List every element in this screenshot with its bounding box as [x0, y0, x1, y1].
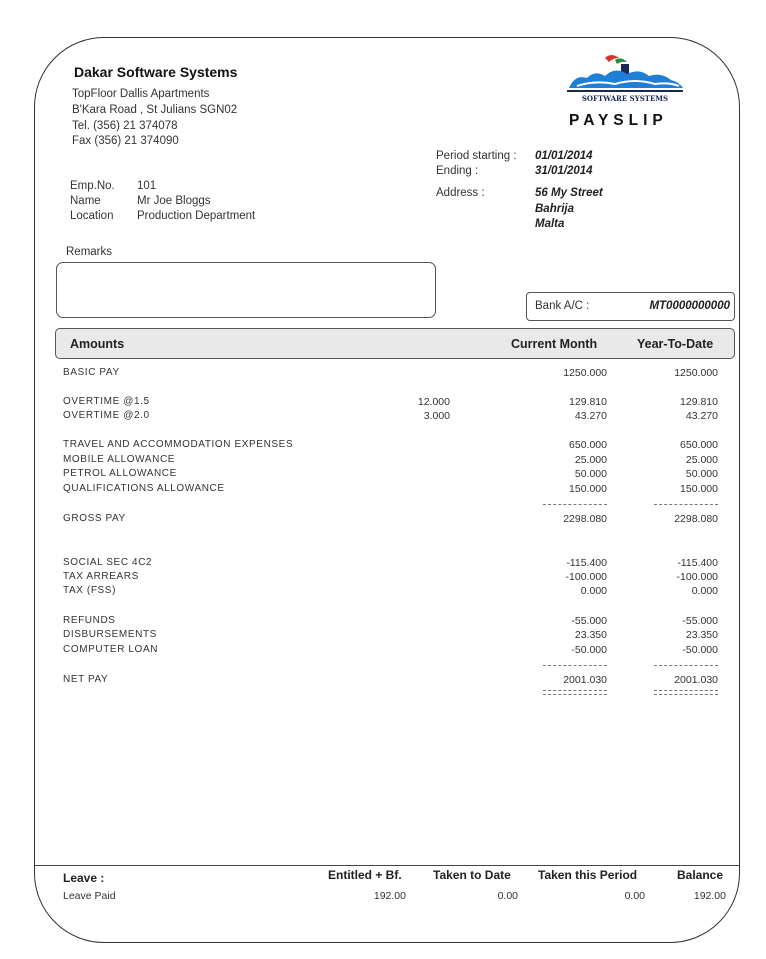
company-tel: Tel. (356) 21 374078 — [72, 120, 178, 132]
row-current-month: 23.350 — [574, 629, 607, 641]
leave-taken-to-date-value: 0.00 — [497, 890, 518, 902]
row-label: TAX (FSS) — [63, 585, 116, 596]
row-quantity: 12.000 — [417, 396, 450, 408]
row-label: MOBILE ALLOWANCE — [63, 454, 176, 465]
period-ending-label: Ending : — [436, 165, 479, 177]
row-label: PETROL ALLOWANCE — [63, 468, 177, 479]
row-current-month: -115.400 — [566, 557, 607, 569]
address-line1: 56 My Street — [535, 187, 603, 199]
row-ytd: 43.270 — [685, 410, 718, 422]
leave-entitled-header: Entitled + Bf. — [328, 868, 402, 882]
payslip-title: PAYSLIP — [569, 112, 668, 129]
row-current-month: 25.000 — [574, 454, 607, 466]
leave-taken-to-date-header: Taken to Date — [433, 868, 511, 882]
company-name: Dakar Software Systems — [74, 64, 238, 80]
period-starting-value: 01/01/2014 — [535, 150, 593, 162]
emp-name-value: Mr Joe Bloggs — [137, 195, 211, 207]
row-label: COMPUTER LOAN — [63, 644, 159, 655]
row-label: REFUNDS — [63, 615, 116, 626]
company-logo — [565, 52, 687, 104]
row-label: OVERTIME @2.0 — [63, 410, 150, 421]
row-current-month: -50.000 — [571, 644, 607, 656]
amounts-header-bar — [55, 328, 735, 359]
net-pay-ytd: 2001.030 — [674, 674, 718, 686]
header-amounts: Amounts — [70, 337, 125, 351]
leave-taken-period-value: 0.00 — [624, 890, 645, 902]
total-double-rule — [654, 690, 718, 695]
row-current-month: -55.000 — [571, 615, 607, 627]
row-ytd: 25.000 — [685, 454, 718, 466]
address-line3: Malta — [535, 218, 565, 230]
emp-no-value: 101 — [137, 180, 157, 192]
row-label: DISBURSEMENTS — [63, 629, 157, 640]
row-ytd: 1250.000 — [674, 367, 718, 379]
row-quantity: 3.000 — [423, 410, 450, 422]
gross-pay-current-month: 2298.080 — [563, 513, 607, 525]
row-ytd: 0.000 — [691, 585, 718, 597]
remarks-label: Remarks — [66, 246, 113, 258]
row-ytd: 23.350 — [685, 629, 718, 641]
leave-balance-header: Balance — [677, 868, 724, 882]
row-ytd: -50.000 — [682, 644, 718, 656]
bank-account-label: Bank A/C : — [535, 300, 590, 312]
row-ytd: 650.000 — [680, 439, 718, 451]
leave-entitled-value: 192.00 — [373, 890, 406, 902]
row-current-month: 1250.000 — [563, 367, 607, 379]
row-label: QUALIFICATIONS ALLOWANCE — [63, 483, 225, 494]
bank-account-value: MT0000000000 — [649, 300, 730, 312]
row-current-month: 150.000 — [569, 483, 607, 495]
address-label: Address : — [436, 187, 485, 199]
row-label: SOCIAL SEC 4C2 — [63, 557, 153, 568]
total-double-rule — [543, 690, 607, 695]
leave-taken-period-header: Taken this Period — [538, 868, 638, 882]
net-pay-label: NET PAY — [63, 674, 109, 685]
leave-header: Leave : — [63, 871, 105, 885]
emp-location-value: Production Department — [137, 210, 256, 222]
period-ending-value: 31/01/2014 — [535, 165, 593, 177]
net-pay-current-month: 2001.030 — [563, 674, 607, 686]
row-current-month: 0.000 — [580, 585, 607, 597]
row-current-month: 43.270 — [574, 410, 607, 422]
row-ytd: 150.000 — [680, 483, 718, 495]
logo-caption: SOFTWARE SYSTEMS — [581, 94, 669, 103]
company-fax: Fax (356) 21 374090 — [72, 135, 179, 147]
emp-no-label: Emp.No. — [70, 180, 115, 192]
row-label: OVERTIME @1.5 — [63, 396, 150, 407]
row-ytd: -115.400 — [677, 557, 718, 569]
row-ytd: 50.000 — [685, 468, 718, 480]
company-address-line2: B'Kara Road , St Julians SGN02 — [72, 104, 238, 116]
header-ytd: Year-To-Date — [637, 337, 714, 351]
row-current-month: -100.000 — [565, 571, 607, 583]
bank-account-box — [526, 292, 735, 321]
gross-pay-ytd: 2298.080 — [674, 513, 718, 525]
leave-row-label: Leave Paid — [63, 890, 116, 902]
row-label: BASIC PAY — [63, 367, 120, 378]
emp-name-label: Name — [70, 195, 101, 207]
gross-pay-label: GROSS PAY — [63, 513, 126, 524]
remarks-box — [56, 262, 436, 318]
leave-divider — [34, 865, 740, 866]
leave-balance-value: 192.00 — [693, 890, 726, 902]
subtotal-rule — [654, 665, 718, 666]
subtotal-rule — [654, 504, 718, 505]
row-current-month: 129.810 — [569, 396, 607, 408]
company-address-line1: TopFloor Dallis Apartments — [72, 88, 210, 100]
row-current-month: 50.000 — [574, 468, 607, 480]
row-label: TAX ARREARS — [63, 571, 139, 582]
row-ytd: -100.000 — [676, 571, 718, 583]
row-current-month: 650.000 — [569, 439, 607, 451]
period-starting-label: Period starting : — [436, 150, 517, 162]
subtotal-rule — [543, 665, 607, 666]
row-ytd: 129.810 — [680, 396, 718, 408]
subtotal-rule — [543, 504, 607, 505]
row-ytd: -55.000 — [682, 615, 718, 627]
address-line2: Bahrija — [535, 203, 574, 215]
emp-location-label: Location — [70, 210, 114, 222]
company-logo-graphic — [565, 52, 687, 104]
header-current-month: Current Month — [511, 337, 598, 351]
row-label: TRAVEL AND ACCOMMODATION EXPENSES — [63, 439, 294, 450]
